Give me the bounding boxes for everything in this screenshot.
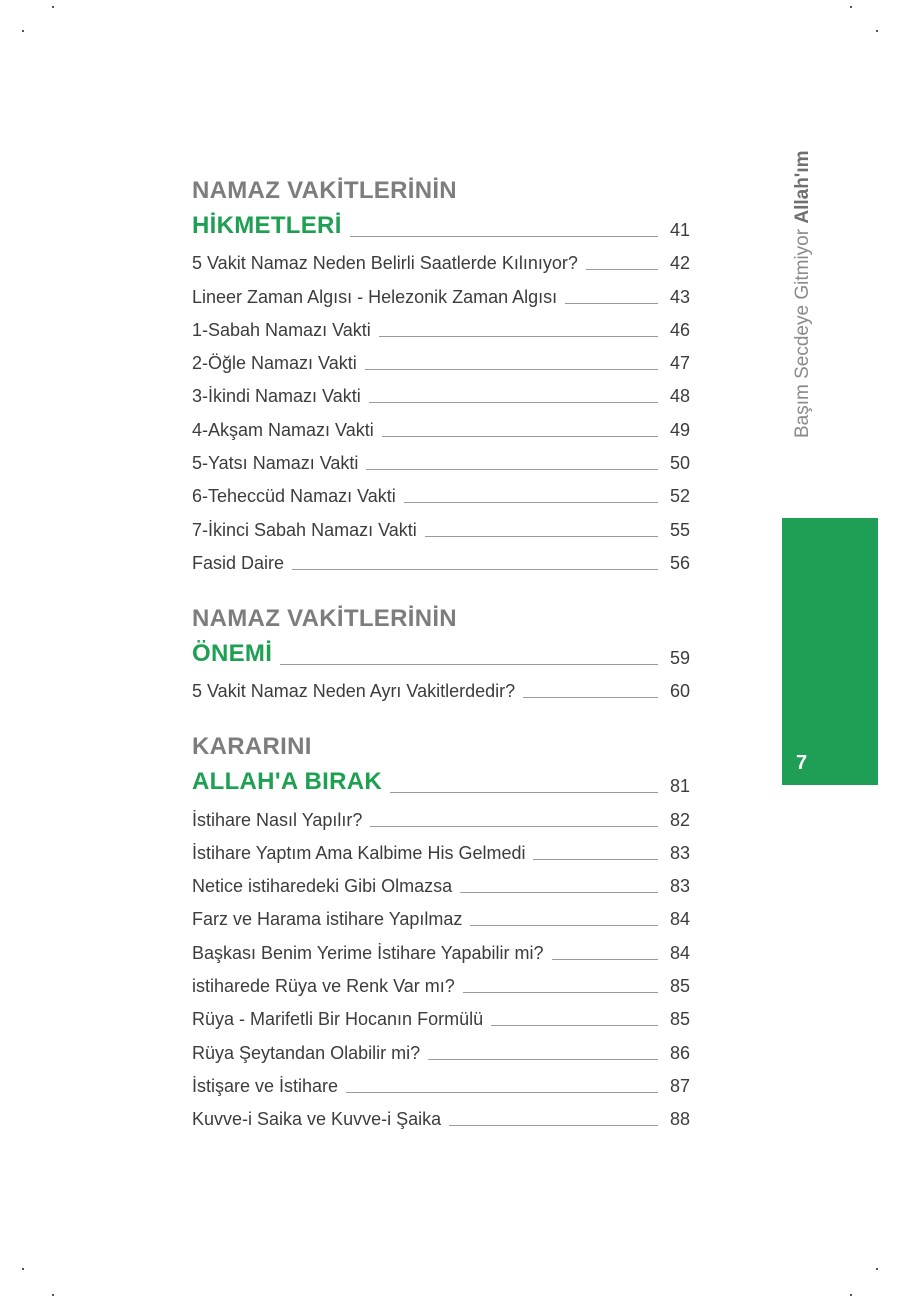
- dot-leader: [428, 1059, 658, 1060]
- toc-entry[interactable]: [192, 864, 690, 897]
- dot-leader: [390, 792, 658, 793]
- toc-entry-page: 43: [669, 286, 690, 307]
- dot-leader: [460, 892, 658, 893]
- toc-entry[interactable]: [192, 441, 690, 474]
- section-title-line1: NAMAZ VAKİTLERİNİN: [192, 177, 457, 204]
- toc-entry[interactable]: [192, 1030, 690, 1063]
- dot-leader: [382, 436, 658, 437]
- toc-entry[interactable]: [192, 474, 690, 507]
- toc-entry-page: 85: [669, 1009, 690, 1030]
- toc-entry[interactable]: [192, 831, 690, 864]
- toc-entry[interactable]: [192, 930, 690, 963]
- dot-leader: [491, 1025, 658, 1026]
- toc-entry-title: 5-Yatsı Namazı Vakti: [192, 453, 359, 474]
- dot-leader: [463, 992, 658, 993]
- toc-entry-page: 88: [669, 1109, 690, 1130]
- toc-entry-page: 46: [669, 319, 690, 340]
- toc-entry-page: 42: [669, 253, 690, 274]
- toc-entry-title: 6-Teheccüd Namazı Vakti: [192, 486, 396, 507]
- crop-mark: [850, 1294, 852, 1296]
- toc-entry-page: 56: [669, 552, 690, 573]
- book-title-light: Başım Secdeye Gitmiyor: [792, 223, 813, 438]
- toc-entry-page: 83: [669, 842, 690, 863]
- section-title-row[interactable]: [192, 634, 690, 669]
- crop-mark: [22, 1268, 24, 1270]
- crop-mark: [22, 30, 24, 32]
- section-title-row[interactable]: [192, 206, 690, 241]
- section-title-line1: NAMAZ VAKİTLERİNİN: [192, 604, 457, 632]
- toc-entry-title: 3-İkindi Namazı Vakti: [192, 386, 361, 407]
- crop-mark: [52, 1294, 54, 1296]
- crop-mark: [850, 6, 852, 8]
- toc-entry[interactable]: [192, 997, 690, 1030]
- dot-leader: [370, 826, 658, 827]
- dot-leader: [365, 369, 658, 370]
- toc-entry-title: İstihare Nasıl Yapılır?: [192, 809, 363, 830]
- chapter-tab: [782, 518, 878, 785]
- toc-entry-page: 47: [669, 353, 690, 374]
- dot-leader: [346, 1092, 658, 1093]
- dot-leader: [350, 236, 658, 237]
- toc-entry-page: 82: [669, 809, 690, 830]
- section-title-row[interactable]: [192, 762, 690, 797]
- toc-entry-title: Fasid Daire: [192, 552, 285, 573]
- toc-entry-title: 2-Öğle Namazı Vakti: [192, 353, 357, 374]
- toc-entry-title: Başkası Benim Yerime İstihare Yapabilir mi?: [192, 942, 544, 963]
- toc-section: [192, 176, 690, 574]
- dot-leader: [449, 1125, 658, 1126]
- toc-entry-title: Farz ve Harama istihare Yapılmaz: [192, 909, 463, 930]
- dot-leader: [404, 502, 658, 503]
- toc-entry-title: 5 Vakit Namaz Neden Ayrı Vakitlerdedir?: [192, 681, 516, 702]
- toc-entry-page: 52: [669, 486, 690, 507]
- section-title-line1: KARARINI: [192, 733, 312, 761]
- section-title-line2: ÖNEMİ: [192, 639, 273, 667]
- toc-entry-title: 1-Sabah Namazı Vakti: [192, 319, 371, 340]
- toc-entry-title: Kuvve-i Saika ve Kuvve-i Şaika: [192, 1109, 442, 1130]
- toc-entry[interactable]: [192, 308, 690, 341]
- dot-leader: [565, 303, 658, 304]
- dot-leader: [366, 469, 658, 470]
- toc-entry-page: 84: [669, 942, 690, 963]
- toc-entry[interactable]: [192, 341, 690, 374]
- page-number: 7: [796, 752, 808, 774]
- dot-leader: [292, 569, 658, 570]
- toc-entry-page: 49: [669, 419, 690, 440]
- section-page-number: 81: [669, 776, 690, 797]
- toc-entry-title: 5 Vakit Namaz Neden Belirli Saatlerde Kılınıyor?: [192, 253, 578, 274]
- crop-mark: [52, 6, 54, 8]
- toc-entry[interactable]: [192, 241, 690, 274]
- toc-entry[interactable]: [192, 1097, 690, 1130]
- toc-entry-title: Rüya - Marifetli Bir Hocanın Formülü: [192, 1009, 484, 1030]
- toc-entry-page: 86: [669, 1042, 690, 1063]
- dot-leader: [379, 336, 658, 337]
- dot-leader: [533, 859, 658, 860]
- toc-entry[interactable]: [192, 797, 690, 830]
- toc-entry[interactable]: [192, 541, 690, 574]
- toc-entry-title: Rüya Şeytandan Olabilir mi?: [192, 1042, 421, 1063]
- toc-entry-page: 87: [669, 1075, 690, 1096]
- toc-entry-page: 48: [669, 386, 690, 407]
- crop-mark: [876, 30, 878, 32]
- toc-entry-title: İstişare ve İstihare: [192, 1075, 339, 1096]
- dot-leader: [425, 536, 658, 537]
- toc-entry[interactable]: [192, 964, 690, 997]
- table-of-contents: [192, 176, 690, 1160]
- book-title-bold: Allah'ım: [792, 150, 813, 224]
- toc-entry-title: Netice istiharedeki Gibi Olmazsa: [192, 876, 453, 897]
- toc-entry-page: 50: [669, 453, 690, 474]
- toc-entry[interactable]: [192, 897, 690, 930]
- toc-section: [192, 604, 690, 702]
- toc-entry-page: 83: [669, 876, 690, 897]
- dot-leader: [552, 959, 658, 960]
- toc-entry-title: Lineer Zaman Algısı - Helezonik Zaman Algısı: [192, 286, 558, 307]
- toc-entry[interactable]: [192, 374, 690, 407]
- dot-leader: [470, 925, 658, 926]
- toc-entry[interactable]: [192, 507, 690, 540]
- toc-entry[interactable]: [192, 274, 690, 307]
- toc-entry-page: 55: [669, 519, 690, 540]
- toc-entry-title: 7-İkinci Sabah Namazı Vakti: [192, 519, 417, 540]
- section-title-line2: ALLAH'A BIRAK: [192, 768, 383, 796]
- toc-entry[interactable]: [192, 1064, 690, 1097]
- toc-entry-title: İstihare Yaptım Ama Kalbime His Gelmedi: [192, 842, 526, 863]
- toc-entry-page: 60: [669, 681, 690, 702]
- toc-entry[interactable]: [192, 669, 690, 702]
- dot-leader: [369, 402, 658, 403]
- toc-entry-page: 85: [669, 976, 690, 997]
- book-title-vertical: [786, 118, 820, 438]
- dot-leader: [280, 664, 658, 665]
- toc-entry[interactable]: [192, 407, 690, 440]
- section-page-number: 59: [669, 647, 690, 668]
- section-title-line2: HİKMETLERİ: [192, 212, 342, 239]
- toc-section: [192, 732, 690, 1130]
- toc-entry-page: 84: [669, 909, 690, 930]
- dot-leader: [523, 697, 658, 698]
- toc-entry-title: istiharede Rüya ve Renk Var mı?: [192, 976, 455, 997]
- crop-mark: [876, 1268, 878, 1270]
- section-page-number: 41: [669, 220, 690, 240]
- toc-entry-title: 4-Akşam Namazı Vakti: [192, 419, 374, 440]
- dot-leader: [586, 269, 658, 270]
